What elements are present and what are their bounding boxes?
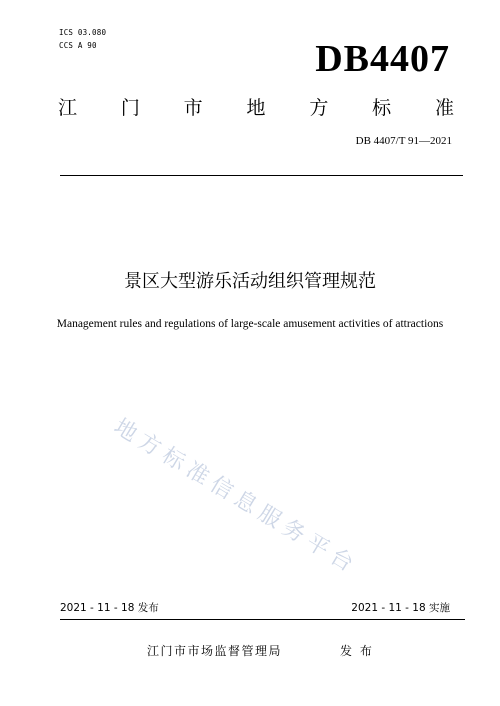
publish-label: 发 布 [340,644,374,658]
issuer-char: 江 [58,97,78,119]
implementation-date: 2021 - 11 - 18 实施 [351,602,450,614]
standard-mark: DB4407 [315,38,450,80]
standard-number: DB 4407/T 91—2021 [355,135,452,147]
issuer-char: 市 [183,97,203,119]
issue-date: 2021 - 11 - 18 发布 [60,602,159,614]
classification-codes [59,26,106,52]
ics-code: ICS 03.080 [59,28,107,37]
ccs-code: CCS A 90 [59,41,97,50]
issuer-char: 准 [434,97,454,119]
footer-divider [60,619,465,620]
issuer-title [58,99,454,118]
document-title-english: Management rules and regulations of large-scale amusement activities of attractions [56,318,444,330]
issuer-char: 门 [120,97,140,119]
header-divider [60,175,463,176]
issuer-char: 标 [372,97,392,119]
publisher-name: 江门市市场监督管理局 [147,644,283,658]
issuer-char: 地 [246,97,266,119]
watermark-text: 地方标准信息服务平台 [109,414,363,580]
issuer-char: 方 [309,97,329,119]
document-title-chinese: 景区大型游乐活动组织管理规范 [124,271,376,292]
